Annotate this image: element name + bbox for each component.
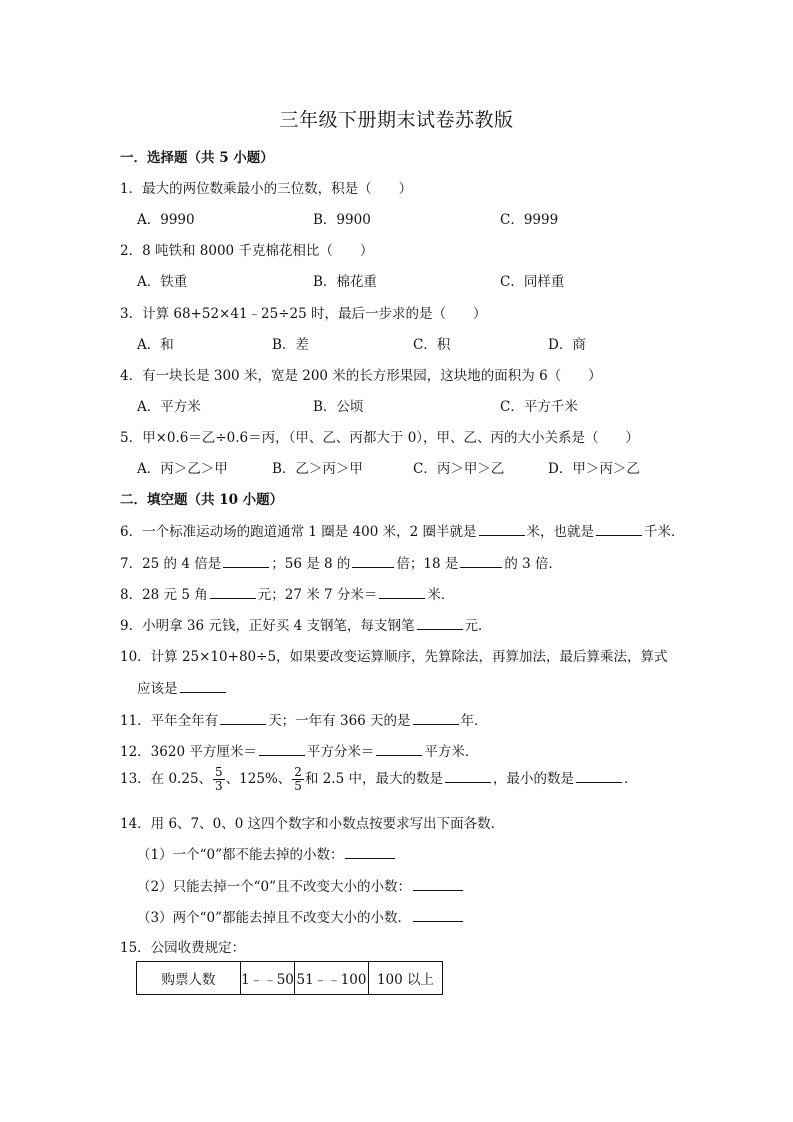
question-8 — [120, 583, 454, 603]
q12-text-b: 平方分米＝ — [306, 744, 375, 760]
question-12 — [120, 740, 478, 760]
section-choice-heading: 一．选择题（共 5 小题） — [120, 150, 274, 166]
q13-fraction-2 — [292, 766, 304, 793]
q2-option-b: B．棉花重 — [313, 274, 377, 290]
q12-text-a: 12．3620 平方厘米＝ — [120, 744, 257, 760]
q13-blank-1[interactable] — [445, 768, 491, 783]
q6-text-c: 千米． — [644, 524, 685, 540]
q14-sub1-text: （1）一个“0”都不能去掉的小数： — [137, 847, 344, 863]
q3-option-d: D．商 — [548, 337, 586, 353]
question-2: 2．8 吨铁和 8000 千克棉花相比（ ） — [120, 243, 374, 259]
q8-text-c: 米． — [427, 587, 455, 603]
q8-blank-2[interactable] — [379, 584, 425, 599]
question-10: 10．计算 25×10+80÷5，如果要改变运算顺序，先算除法，再算加法，最后算乘法，算式 — [120, 649, 668, 665]
q7-blank-1[interactable] — [223, 553, 269, 568]
q13-text-d: ，最小的数是 — [492, 771, 574, 787]
q14-sub1-blank[interactable] — [345, 844, 395, 859]
page-title: 三年级下册期末试卷苏教版 — [279, 109, 514, 131]
q8-text-a: 8．28 元 5 角 — [120, 587, 208, 603]
q13-fraction-1 — [213, 766, 225, 793]
table-cell: 1﹣﹣50 — [241, 962, 295, 995]
fraction-1-denominator: 3 — [215, 779, 223, 793]
q7-text-b: ；56 是 8 的 — [271, 556, 351, 572]
q7-blank-3[interactable] — [460, 553, 502, 568]
q10-text-b: 应该是 — [137, 681, 178, 697]
question-14-sub1 — [137, 843, 397, 863]
q4-option-a: A．平方米 — [137, 399, 201, 415]
q5-option-a: A．丙＞乙＞甲 — [137, 461, 228, 477]
fee-table — [136, 961, 443, 995]
question-7 — [120, 552, 562, 572]
question-4: 4．有一块长是 300 米，宽是 200 米的长方形果园，这块地的面积为 6（ ） — [120, 368, 602, 384]
q6-text-a: 6．一个标准运动场的跑道通常 1 圈是 400 米，2 圈半就是 — [120, 524, 477, 540]
q13-blank-2[interactable] — [576, 768, 622, 783]
question-11 — [120, 709, 488, 729]
q6-blank-2[interactable] — [596, 521, 642, 536]
q2-option-a: A．铁重 — [137, 274, 188, 290]
question-15: 15．公园收费规定： — [120, 940, 246, 956]
q4-option-c: C．平方千米 — [500, 399, 578, 415]
question-13 — [120, 766, 637, 793]
q2-option-c: C．同样重 — [500, 274, 565, 290]
q13-text-e: ． — [623, 771, 638, 787]
question-3: 3．计算 68+52×41﹣25÷25 时，最后一步求的是（ ） — [120, 306, 487, 322]
q11-text-a: 11．平年全年有 — [120, 713, 219, 729]
question-1: 1．最大的两位数乘最小的三位数，积是（ ） — [120, 181, 413, 197]
q13-text-c: 和 2.5 中，最大的数是 — [304, 771, 443, 787]
q13-text-b: 、125%、 — [225, 771, 292, 787]
q7-text-a: 7．25 的 4 倍是 — [120, 556, 222, 572]
q12-text-c: 平方米． — [424, 744, 479, 760]
q14-sub3-blank[interactable] — [413, 907, 463, 922]
q1-option-b: B．9900 — [313, 212, 371, 228]
q3-option-a: A．和 — [137, 337, 174, 353]
q7-blank-2[interactable] — [352, 553, 394, 568]
q11-text-c: 年． — [460, 713, 488, 729]
question-5: 5．甲×0.6＝乙÷0.6＝丙，（甲、乙、丙都大于 0），甲、乙、丙的大小关系是（ ） — [120, 430, 640, 446]
question-14-sub2 — [137, 875, 465, 895]
q12-blank-1[interactable] — [259, 741, 305, 756]
fraction-2-numerator: 2 — [294, 765, 302, 779]
q14-sub2-text: （2）只能去掉一个“0”且不改变大小的小数： — [137, 879, 411, 895]
q14-sub3-text: （3）两个“0”都能去掉且不改变大小的小数． — [137, 910, 411, 926]
fraction-2-denominator: 5 — [294, 779, 302, 793]
fraction-1-numerator: 5 — [215, 765, 223, 779]
question-14: 14．用 6、7、0、0 这四个数字和小数点按要求写出下面各数． — [120, 816, 505, 832]
question-10-line2 — [137, 677, 228, 697]
q5-option-c: C．丙＞甲＞乙 — [413, 461, 505, 477]
q4-option-b: B．公顷 — [313, 399, 364, 415]
section-fill-heading: 二．填空题（共 10 小题） — [120, 492, 284, 508]
q9-blank-1[interactable] — [417, 615, 463, 630]
q1-option-a: A．9990 — [137, 212, 195, 228]
table-row — [137, 962, 443, 995]
question-6 — [120, 520, 685, 540]
question-14-sub3 — [137, 906, 465, 926]
table-cell: 100 以上 — [369, 962, 443, 995]
table-cell-header: 购票人数 — [137, 962, 241, 995]
q7-text-d: 的 3 倍． — [504, 556, 563, 572]
q6-blank-1[interactable] — [479, 521, 525, 536]
q9-text-b: 元． — [464, 618, 492, 634]
q11-blank-1[interactable] — [220, 710, 266, 725]
q5-option-d: D．甲＞丙＞乙 — [548, 461, 640, 477]
q11-text-b: 天；一年有 366 天的是 — [268, 713, 411, 729]
q3-option-b: B．差 — [272, 337, 309, 353]
q11-blank-2[interactable] — [413, 710, 459, 725]
q5-option-b: B．乙＞丙＞甲 — [272, 461, 363, 477]
q7-text-c: 倍；18 是 — [396, 556, 459, 572]
q1-option-c: C．9999 — [500, 212, 559, 228]
q14-sub2-blank[interactable] — [413, 876, 463, 891]
q6-text-b: 米，也就是 — [526, 524, 594, 540]
q8-blank-1[interactable] — [210, 584, 256, 599]
q10-blank-1[interactable] — [180, 678, 226, 693]
q8-text-b: 元；27 米 7 分米＝ — [257, 587, 378, 603]
table-cell: 51﹣﹣100 — [295, 962, 369, 995]
question-9 — [120, 614, 492, 634]
q9-text-a: 9．小明拿 36 元钱，正好买 4 支钢笔，每支钢笔 — [120, 618, 415, 634]
q12-blank-2[interactable] — [376, 741, 422, 756]
q13-text-a: 13．在 0.25、 — [120, 771, 213, 787]
q3-option-c: C．积 — [413, 337, 451, 353]
